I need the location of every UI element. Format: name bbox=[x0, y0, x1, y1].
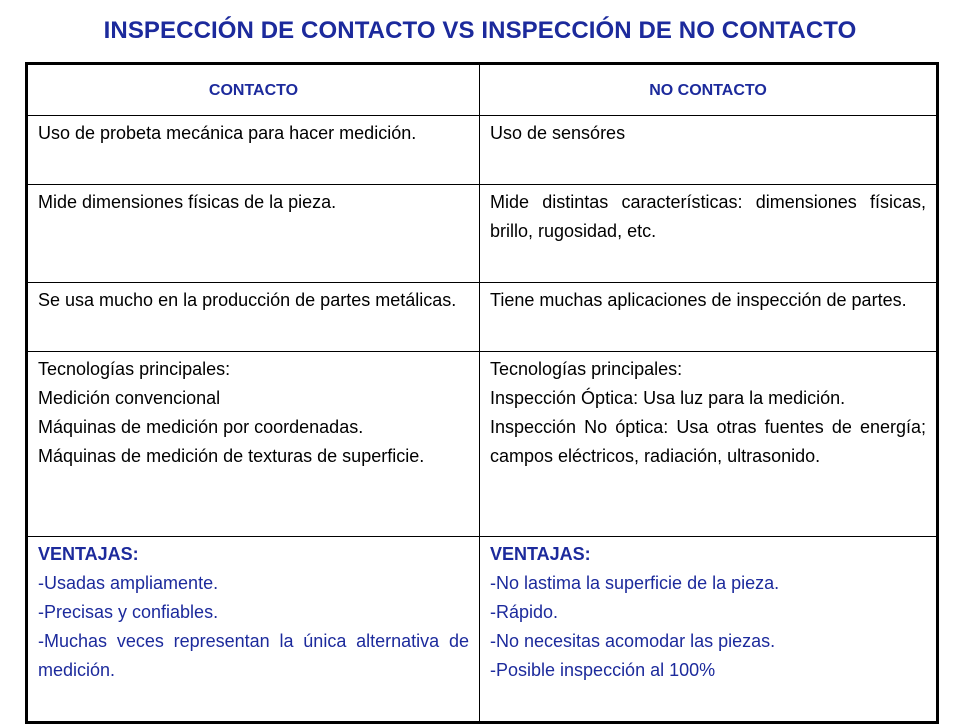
cell-line: Tecnologías principales: bbox=[38, 359, 231, 379]
cell-text: Mide dimensiones físicas de la pieza. bbox=[38, 192, 337, 212]
ventajas-item: -Rápido. bbox=[490, 602, 559, 622]
cell-text: Mide distintas características: dimensiones físicas, brillo, rugosidad, etc. bbox=[490, 192, 926, 241]
cell-line: Medición convencional bbox=[38, 388, 221, 408]
ventajas-item: -Muchas veces representan la única alternativa de medición. bbox=[38, 631, 469, 680]
table-row bbox=[27, 283, 938, 352]
cell-line: Tecnologías principales: bbox=[490, 359, 683, 379]
header-contacto: CONTACTO bbox=[27, 64, 480, 116]
cell-contacto bbox=[27, 352, 480, 537]
cell-text: Uso de sensóres bbox=[490, 123, 626, 143]
cell-text bbox=[38, 537, 469, 685]
cell-no-contacto bbox=[480, 537, 938, 723]
table-row bbox=[27, 116, 938, 185]
cell-text bbox=[38, 352, 469, 471]
cell-text: Tiene muchas aplicaciones de inspección de partes. bbox=[490, 290, 907, 310]
comparison-table bbox=[25, 62, 939, 724]
ventajas-label: VENTAJAS: bbox=[38, 544, 139, 564]
cell-text: Se usa mucho en la producción de partes metálicas. bbox=[38, 290, 457, 310]
table-row bbox=[27, 185, 938, 283]
ventajas-item: -Usadas ampliamente. bbox=[38, 573, 219, 593]
cell-line: Máquinas de medición de texturas de superficie. bbox=[38, 446, 425, 466]
table-header-row bbox=[27, 64, 938, 116]
cell-line: Inspección No óptica: Usa otras fuentes de energía; campos eléctricos, radiación, ultrasonido. bbox=[490, 417, 926, 466]
ventajas-label: VENTAJAS: bbox=[490, 544, 591, 564]
ventajas-item: -Precisas y confiables. bbox=[38, 602, 219, 622]
slide-title: INSPECCIÓN DE CONTACTO VS INSPECCIÓN DE NO CONTACTO bbox=[103, 17, 857, 44]
cell-no-contacto bbox=[480, 283, 938, 352]
cell-no-contacto bbox=[480, 116, 938, 185]
cell-no-contacto bbox=[480, 185, 938, 283]
cell-line: Máquinas de medición por coordenadas. bbox=[38, 417, 364, 437]
table-row bbox=[27, 352, 938, 537]
ventajas-item: -No necesitas acomodar las piezas. bbox=[490, 631, 776, 651]
cell-text: Uso de probeta mecánica para hacer medición. bbox=[38, 123, 417, 143]
cell-contacto bbox=[27, 283, 480, 352]
cell-contacto bbox=[27, 185, 480, 283]
cell-line: Inspección Óptica: Usa luz para la medición. bbox=[490, 388, 846, 408]
table-row bbox=[27, 537, 938, 723]
header-no-contacto: NO CONTACTO bbox=[480, 64, 938, 116]
cell-text bbox=[490, 537, 926, 685]
cell-contacto bbox=[27, 537, 480, 723]
ventajas-item: -No lastima la superficie de la pieza. bbox=[490, 573, 780, 593]
cell-text bbox=[490, 352, 926, 471]
ventajas-item: -Posible inspección al 100% bbox=[490, 660, 716, 680]
cell-no-contacto bbox=[480, 352, 938, 537]
cell-contacto bbox=[27, 116, 480, 185]
